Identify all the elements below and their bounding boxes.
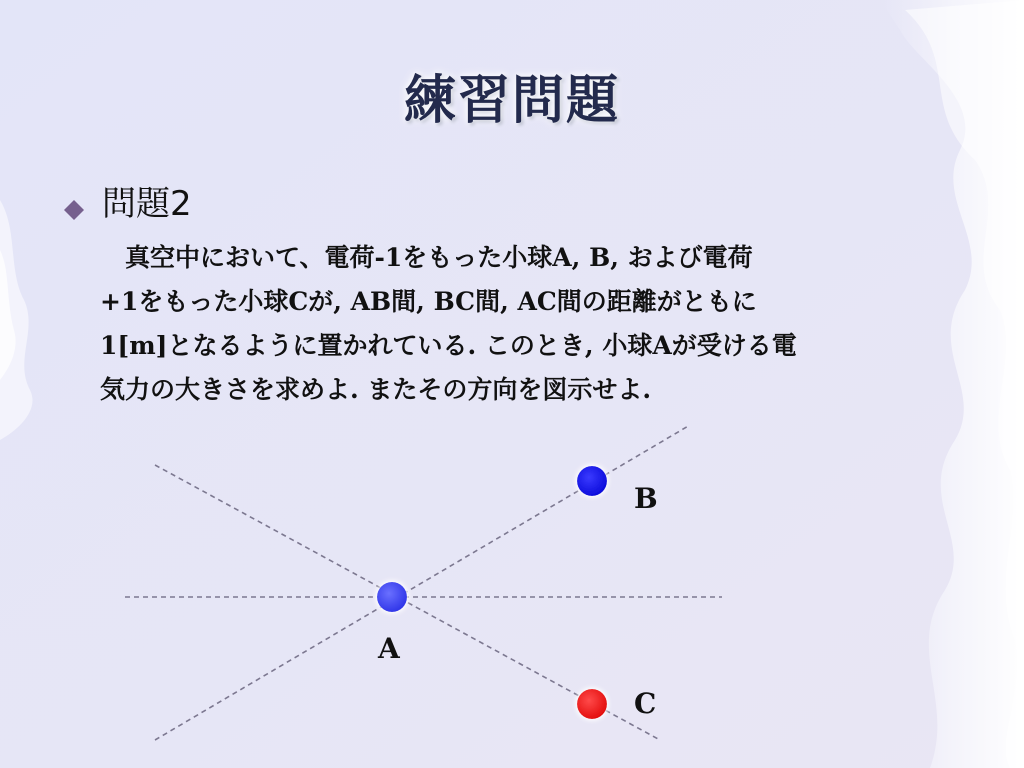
ball-c [577, 689, 607, 719]
ball-b [577, 466, 607, 496]
label-a: A [378, 632, 400, 665]
problem-line: 真空中において、電荷-1をもった小球A, B, および電荷 [100, 243, 753, 272]
label-b: B [634, 482, 658, 515]
guide-line-ab [155, 425, 690, 740]
label-c: C [634, 687, 657, 720]
problem-line: 気力の大きさを求めよ. またその方向を図示せよ. [100, 375, 652, 404]
ball-a [377, 582, 407, 612]
problem-line: 1[m]となるように置かれている. このとき, 小球Aが受ける電 [100, 331, 797, 360]
problem-number: 問題2 [102, 184, 192, 224]
slide-title: 練習問題 [403, 71, 620, 131]
problem-line: +1をもった小球Cが, AB間, BC間, AC間の距離がともに [100, 287, 757, 316]
